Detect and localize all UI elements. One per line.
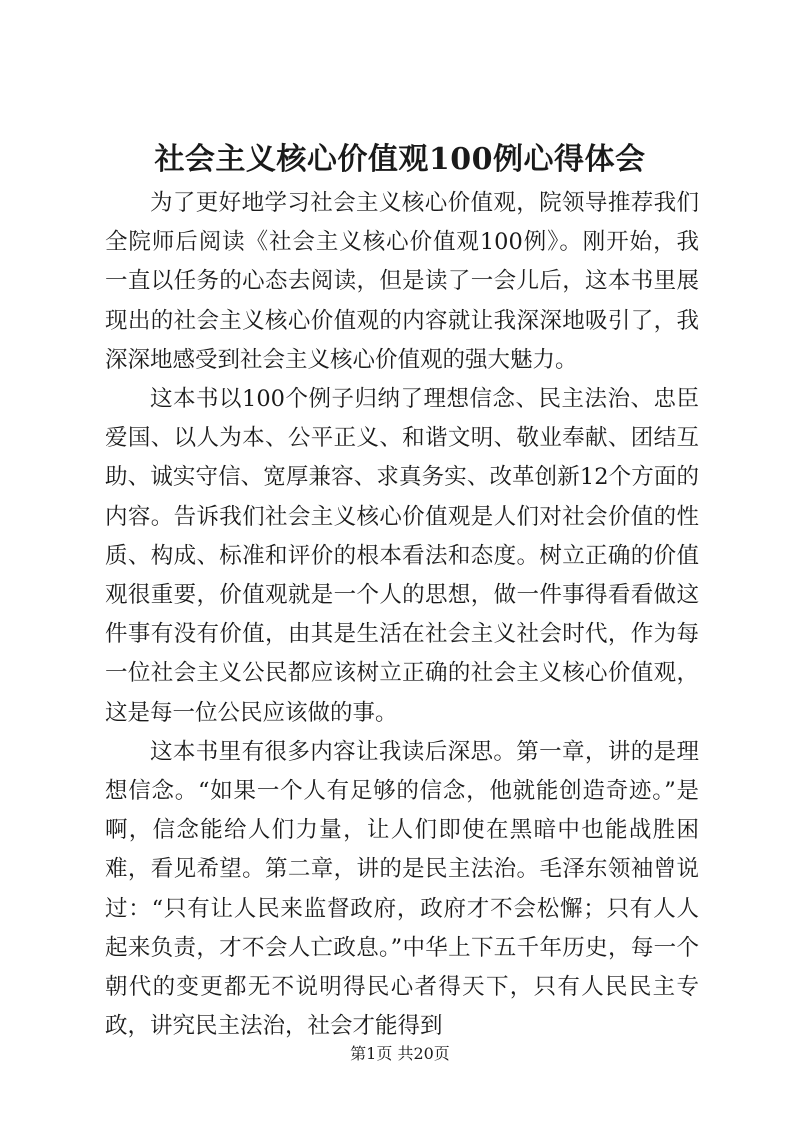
document-body [105,184,699,1046]
document-title: 社会主义核心价值观100例心得体会 [154,142,646,177]
paragraph: 这本书里有很多内容让我读后深思。第一章，讲的是理想信念。“如果一个人有足够的信念，他就能创造奇迹。”是啊，信念能给人们力量，让人们即使在黑暗中也能战胜困难，看见希望。第二章，讲的是民主法治。毛泽东领袖曾说过：“只有让人民来监督政府，政府才不会松懈；只有人人起来负责，才不会人亡政息。”中华上下五千年历史，每一个朝代的变更都无不说明得民心者得天下，只有人民民主专政，讲究民主法治，社会才能得到 [105,738,699,1040]
paragraph: 为了更好地学习社会主义核心价值观，院领导推荐我们全院师后阅读《社会主义核心价值观100例》。刚开始，我一直以任务的心态去阅读，但是读了一会儿后，这本书里展现出的社会主义核心价值观的内容就让我深深地吸引了，我深深地感受到社会主义核心价值观的强大魅力。 [105,190,699,373]
paragraph: 这本书以100个例子归纳了理想信念、民主法治、忠臣爱国、以人为本、公平正义、和谐文明、敬业奉献、团结互助、诚实守信、宽厚兼容、求真务实、改革创新12个方面的内容。告诉我们社会主义核心价值观是人们对社会价值的性质、构成、标准和评价的根本看法和态度。树立正确的价值观很重要，价值观就是一个人的思想，做一件事得看看做这件事有没有价值，由其是生活在社会主义社会时代，作为每一位社会主义公民都应该树立正确的社会主义核心价值观，这是每一位公民应该做的事。 [105,386,699,726]
page-number-footer: 第1页 共20页 [350,1044,450,1063]
